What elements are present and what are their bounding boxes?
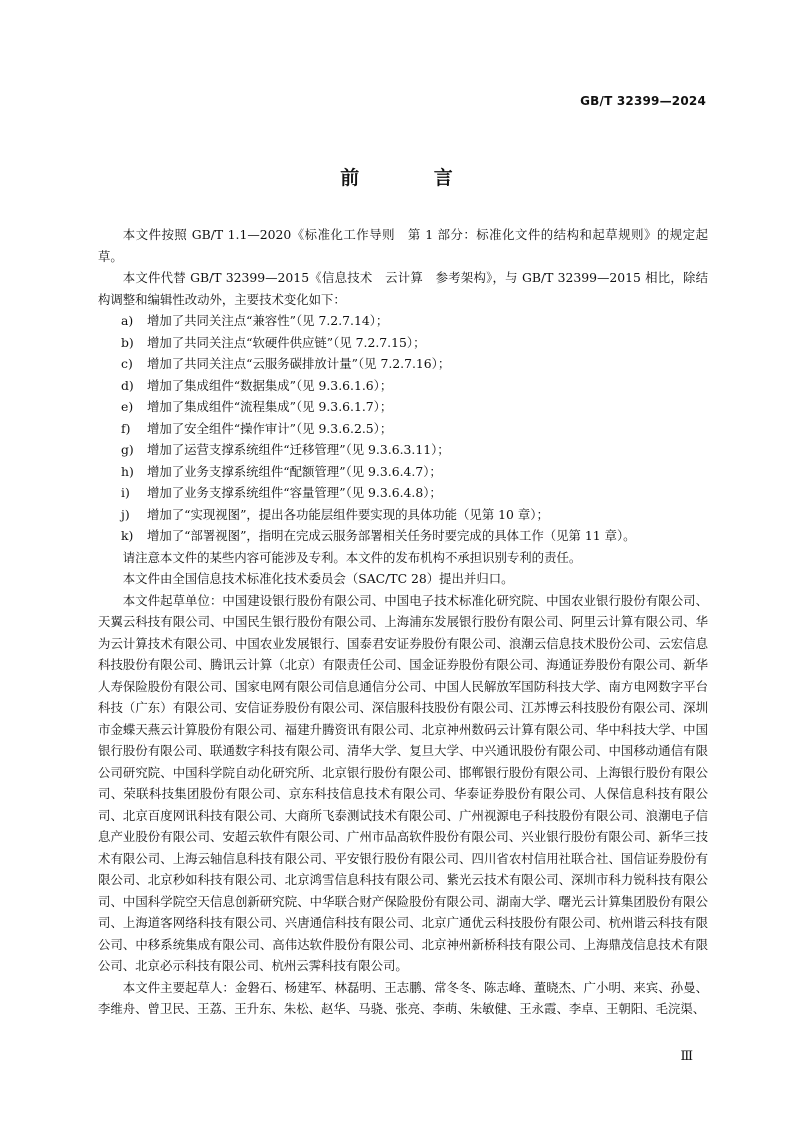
list-item	[98, 353, 708, 375]
list-item-text: 增加了运营支撑系统组件“迁移管理”（见 9.3.6.3.11）；	[147, 442, 450, 457]
list-item-text: 增加了“实现视图”，提出各功能层组件要实现的具体功能（见第 10 章）；	[147, 506, 549, 522]
list-item	[98, 310, 708, 332]
paragraph-drafters: 本文件主要起草人：金磐石、杨建军、林磊明、王志鹏、常冬冬、陈志峰、董晓杰、广小明、来宾、孙曼、李维舟、曾卫民、王荔、王升东、朱松、赵华、马骁、张亮、李萌、朱敏健、王永霞、李卓、王朝阳、毛浣渠、	[98, 979, 708, 1016]
list-item-text: 增加了安全组件“操作审计”（见 9.3.6.2.5）；	[147, 420, 393, 436]
list-item-label: k)	[121, 528, 134, 543]
list-item-text: 增加了“部署视图”，指明在完成云服务部署相关任务时要完成的具体工作（见第 11 章）。	[147, 528, 636, 543]
list-item-label: j)	[121, 506, 130, 522]
list-item-text: 增加了集成组件“流程集成”（见 9.3.6.1.7）；	[147, 399, 393, 414]
page-number: Ⅲ	[680, 1049, 693, 1064]
list-item-text: 增加了业务支撑系统组件“配额管理”（见 9.3.6.4.7）；	[147, 463, 442, 479]
list-item	[98, 418, 708, 440]
list-item-label: c)	[121, 356, 133, 371]
paragraph-drafting-units: 本文件起草单位：中国建设银行股份有限公司、中国电子技术标准化研究院、中国农业银行股份有限公司、天翼云科技有限公司、中国民生银行股份有限公司、上海浦东发展银行股份有限公司、阿里云计算有限公司、华为云计算技术有限公司、中国农业发展银行、国泰君安证券股份有限公司、浪潮云信息技术股份公司、云宏信息科技股份有限公司、腾讯云计算（北京）有限责任公司、国金证券股份有限公司、海通证券股份有限公司、新华人寿保险股份有限公司、国家电网有限公司信息通信分公司、中国人民解放军国防科技大学、南方电网数字平台科技（广东）有限公司、安信证券股份有限公司、深信服科技股份有限公司、江苏博云科技股份有限公司、深圳市金蝶天燕云计算股份有限公司、福建升腾资讯有限公司、北京神州数码云计算有限公司、华中科技大学、中国银行股份有限公司、联通数字科技有限公司、清华大学、复旦大学、中兴通讯股份有限公司、中国移动通信有限公司研究院、中国科学院自动化研究所、北京银行股份有限公司、邯郸银行股份有限公司、上海银行股份有限公司、荣联科技集团股份有限公司、京东科技信息技术有限公司、华泰证券股份有限公司、人保信息科技有限公司、北京百度网讯科技有限公司、大商所飞泰测试技术有限公司、广州视源电子科技股份有限公司、浪潮电子信息产业股份有限公司、安超云软件有限公司、广州市品高软件股份有限公司、兴业银行股份有限公司、新华三技术有限公司、上海云轴信息科技有限公司、平安银行股份有限公司、四川省农村信用社联合社、国信证券股份有限公司、北京秒如科技有限公司、北京鸿雪信息科技有限公司、紫光云技术有限公司、深圳市科力锐科技有限公司、中国科学院空天信息创新研究院、中华联合财产保险股份有限公司、湖南大学、曙光云计算集团股份有限公司、上海道客网络科技有限公司、兴唐通信科技有限公司、北京广通优云科技股份有限公司、杭州谐云科技有限公司、中移系统集成有限公司、高伟达软件股份有限公司、北京神州新桥科技有限公司、上海鼎茂信息技术有限公司、北京必示科技有限公司、杭州云霁科技有限公司。	[98, 592, 708, 973]
foreword-body	[98, 224, 708, 1020]
list-item-text: 增加了业务支撑系统组件“容量管理”（见 9.3.6.4.8）；	[147, 485, 442, 500]
list-item-text: 增加了集成组件“数据集成”（见 9.3.6.1.6）；	[147, 377, 393, 393]
list-item-label: g)	[121, 442, 134, 457]
list-item	[98, 504, 708, 526]
list-item	[98, 375, 708, 397]
paragraph-drafting-rules: 本文件按照 GB/T 1.1—2020《标准化工作导则 第 1 部分：标准化文件的结构和起草规则》的规定起草。	[98, 227, 708, 264]
list-item-label: e)	[121, 399, 134, 414]
standard-code: GB/T 32399—2024	[580, 94, 706, 108]
list-item	[98, 461, 708, 483]
paragraph-committee: 本文件由全国信息技术标准化技术委员会（SAC/TC 28）提出并归口。	[122, 571, 514, 586]
list-item-text: 增加了共同关注点“软硬件供应链”（见 7.2.7.15）；	[147, 334, 426, 350]
paragraph-patent-notice: 请注意本文件的某些内容可能涉及专利。本文件的发布机构不承担识别专利的责任。	[122, 549, 582, 565]
list-item-text: 增加了共同关注点“兼容性”（见 7.2.7.14）；	[147, 313, 389, 328]
list-item	[98, 482, 708, 504]
list-item-label: f)	[121, 420, 131, 436]
list-item-label: i)	[121, 485, 130, 500]
list-item	[98, 525, 708, 547]
page-title: 前 言	[340, 167, 487, 189]
list-item	[98, 396, 708, 418]
list-item-label: h)	[121, 463, 134, 479]
list-item-text: 增加了共同关注点“云服务碳排放计量”（见 7.2.7.16）；	[147, 356, 451, 371]
list-item	[98, 332, 708, 354]
list-item-label: b)	[121, 334, 134, 350]
list-item-label: d)	[121, 377, 134, 393]
list-item	[98, 439, 708, 461]
change-list	[98, 310, 708, 547]
list-item-label: a)	[121, 313, 134, 328]
paragraph-replacement: 本文件代替 GB/T 32399—2015《信息技术 云计算 参考架构》，与 GB/T 32399—2015 相比，除结构调整和编辑性改动外，主要技术变化如下：	[98, 270, 708, 307]
